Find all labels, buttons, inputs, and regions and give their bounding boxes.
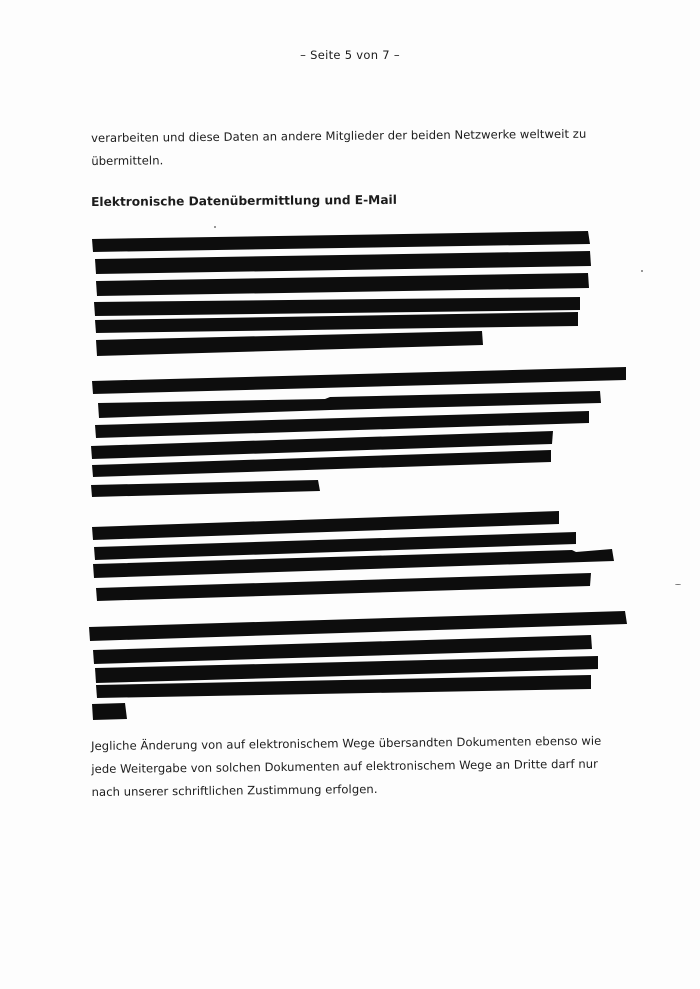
page-number-header: – Seite 5 von 7 – — [300, 48, 400, 62]
scan-speck — [675, 584, 681, 585]
redaction-bar — [96, 273, 589, 296]
redaction-bar — [92, 231, 590, 252]
redaction-bar — [91, 480, 320, 497]
closing-line: nach unserer schriftlichen Zustimmung erfolgen. — [91, 782, 378, 799]
intro-line: verarbeiten und diese Daten an andere Mitglieder der beiden Netzwerke weltweit zu — [91, 126, 587, 145]
redaction-bar — [96, 573, 591, 601]
closing-line: Jegliche Änderung von auf elektronischem Wege übersandten Dokumenten ebenso wie — [91, 733, 602, 753]
closing-line: jede Weitergabe von solchen Dokumenten auf elektronischem Wege an Dritte darf nur — [91, 756, 598, 776]
redaction-bar — [92, 703, 127, 720]
closing-paragraph — [91, 730, 612, 804]
redaction-bar — [95, 312, 578, 333]
redaction-bar — [94, 297, 580, 316]
redaction-bar — [96, 331, 483, 356]
scan-speck — [641, 270, 643, 272]
redaction-bar — [95, 251, 591, 274]
section-heading: Elektronische Datenübermittlung und E-Mail — [91, 192, 397, 209]
intro-line: übermitteln. — [91, 153, 164, 168]
redaction-bar — [92, 367, 626, 394]
scan-speck — [214, 226, 216, 228]
